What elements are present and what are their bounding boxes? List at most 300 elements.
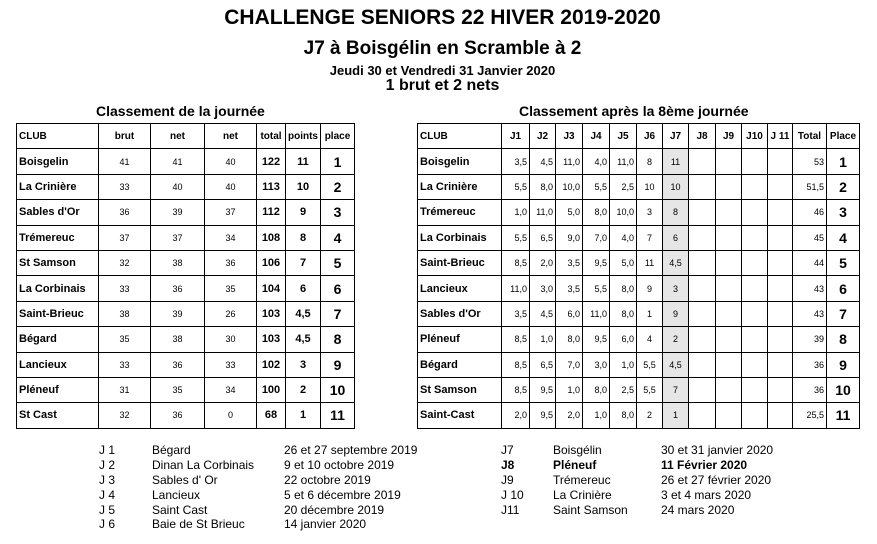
round-label: J 10 [501, 487, 524, 502]
round-score-cell: 7,0 [556, 352, 583, 377]
round-score-cell: 8 [637, 149, 663, 174]
round-score-cell [716, 250, 742, 275]
round-score-cell [742, 377, 768, 402]
round-date: 3 et 4 mars 2020 [661, 487, 752, 502]
table-row [418, 327, 860, 352]
round-score-cell [716, 149, 742, 174]
score-cell: 32 [99, 250, 151, 275]
round-score-cell [716, 352, 742, 377]
round-score-cell: 9,5 [530, 377, 556, 402]
round-score-cell [742, 327, 768, 352]
total-cell: 36 [793, 352, 827, 377]
round-score-cell [716, 225, 742, 250]
round-score-cell: 4,5 [663, 250, 689, 275]
round-score-cell: 1,0 [610, 352, 637, 377]
score-cell: 30 [205, 327, 257, 352]
table-row [418, 250, 860, 275]
score-cell: 36 [151, 403, 205, 428]
score-cell: 4,5 [286, 301, 321, 326]
score-cell: 8 [286, 225, 321, 250]
round-date: 5 et 6 décembre 2019 [284, 487, 401, 502]
table-row [17, 250, 355, 275]
round-date: 30 et 31 janvier 2020 [661, 443, 774, 457]
club-name: Saint-Brieuc [17, 301, 99, 326]
round-score-cell: 5,5 [637, 352, 663, 377]
club-name: St Samson [418, 377, 502, 402]
score-cell: 37 [151, 225, 205, 250]
round-score-cell [742, 174, 768, 199]
club-name: Bégard [17, 327, 99, 352]
round-score-cell [716, 174, 742, 199]
round-score-cell: 3,5 [502, 301, 530, 326]
round-score-cell: 4,5 [530, 301, 556, 326]
score-cell: 112 [257, 200, 286, 225]
score-cell: 122 [257, 149, 286, 174]
place-cell: 3 [827, 200, 860, 225]
overall-ranking-caption: Classement après la 8ème journée [519, 103, 749, 119]
round-score-cell: 11,0 [556, 149, 583, 174]
column-header: J6 [637, 124, 663, 149]
round-score-cell: 2,0 [556, 403, 583, 428]
score-cell: 38 [151, 250, 205, 275]
total-cell: 45 [793, 225, 827, 250]
event-dates: Jeudi 30 et Vendredi 31 Janvier 2020 [329, 63, 556, 78]
round-score-cell: 8,0 [610, 301, 637, 326]
table-row [418, 174, 860, 199]
round-label: J8 [501, 457, 515, 472]
round-score-cell: 9,5 [583, 250, 610, 275]
score-cell: 68 [257, 403, 286, 428]
round-score-cell: 3,0 [530, 276, 556, 301]
club-name: Trémereuc [17, 225, 99, 250]
score-cell: 34 [205, 377, 257, 402]
round-score-cell: 4,5 [530, 149, 556, 174]
day-ranking-table [16, 123, 355, 429]
score-cell: 33 [99, 352, 151, 377]
round-score-cell [768, 403, 793, 428]
round-score-cell: 9,0 [556, 225, 583, 250]
round-score-cell: 5,0 [610, 250, 637, 275]
column-header: J2 [530, 124, 556, 149]
round-label: J 2 [99, 457, 116, 472]
round-score-cell: 6 [663, 225, 689, 250]
round-score-cell: 5,5 [583, 174, 610, 199]
column-header: Total [793, 124, 827, 149]
table-row [418, 225, 860, 250]
round-score-cell: 9 [663, 301, 689, 326]
club-name: Trémereuc [418, 200, 502, 225]
score-cell: 41 [99, 149, 151, 174]
total-cell: 36 [793, 377, 827, 402]
round-score-cell: 2,0 [502, 403, 530, 428]
table-row [418, 276, 860, 301]
round-score-cell: 5,5 [502, 225, 530, 250]
venue-name: Trémereuc [553, 472, 611, 487]
round-score-cell: 4,0 [610, 225, 637, 250]
round-score-cell: 5,5 [637, 377, 663, 402]
column-header: total [257, 124, 286, 149]
column-header: J5 [610, 124, 637, 149]
round-score-cell: 3,5 [502, 149, 530, 174]
table-row [17, 200, 355, 225]
page-title: CHALLENGE SENIORS 22 HIVER 2019-2020 [224, 6, 661, 29]
venue-name: Bégard [152, 443, 191, 457]
round-score-cell [689, 149, 716, 174]
score-cell: 113 [257, 174, 286, 199]
round-score-cell [742, 200, 768, 225]
round-score-cell [742, 250, 768, 275]
column-header: J7 [663, 124, 689, 149]
round-score-cell: 2,5 [610, 174, 637, 199]
club-name: Boisgelin [418, 149, 502, 174]
round-label: J 3 [99, 472, 116, 487]
score-cell: 7 [286, 250, 321, 275]
club-name: Pléneuf [418, 327, 502, 352]
round-score-cell [689, 225, 716, 250]
round-score-cell: 2,5 [610, 377, 637, 402]
round-score-cell [716, 403, 742, 428]
round-score-cell: 8,0 [556, 327, 583, 352]
round-score-cell: 11,0 [583, 301, 610, 326]
place-cell: 7 [321, 301, 355, 326]
column-header: J4 [583, 124, 610, 149]
round-score-cell [689, 327, 716, 352]
round-score-cell: 3 [663, 276, 689, 301]
place-cell: 11 [321, 403, 355, 428]
table-row [17, 301, 355, 326]
round-score-cell [716, 327, 742, 352]
round-score-cell [768, 149, 793, 174]
score-cell: 33 [99, 174, 151, 199]
round-date: 9 et 10 octobre 2019 [284, 457, 395, 472]
column-header: J3 [556, 124, 583, 149]
round-score-cell: 11,0 [610, 149, 637, 174]
round-date: 11 Février 2020 [661, 457, 748, 472]
place-cell: 5 [321, 250, 355, 275]
round-label: J11 [501, 502, 520, 517]
place-cell: 10 [827, 377, 860, 402]
event-format: 1 brut et 2 nets [385, 77, 500, 94]
score-cell: 36 [99, 200, 151, 225]
score-cell: 40 [151, 174, 205, 199]
table-row [17, 276, 355, 301]
venue-name: Sables d' Or [152, 472, 218, 487]
score-cell: 100 [257, 377, 286, 402]
round-score-cell: 2,0 [530, 250, 556, 275]
column-header: points [286, 124, 321, 149]
score-cell: 31 [99, 377, 151, 402]
round-score-cell: 11 [663, 149, 689, 174]
venue-name: Pléneuf [553, 457, 597, 472]
table-row [17, 149, 355, 174]
table-row [418, 377, 860, 402]
venue-name: Dinan La Corbinais [152, 457, 255, 472]
round-date: 26 et 27 février 2020 [661, 472, 772, 487]
round-score-cell: 3,0 [583, 352, 610, 377]
place-cell: 11 [827, 403, 860, 428]
club-name: St Samson [17, 250, 99, 275]
round-date: 24 mars 2020 [661, 502, 735, 517]
round-date: 26 et 27 septembre 2019 [284, 443, 418, 457]
club-name: La Corbinais [418, 225, 502, 250]
score-cell: 33 [99, 276, 151, 301]
round-score-cell [716, 276, 742, 301]
score-cell: 36 [151, 352, 205, 377]
round-score-cell: 8,0 [530, 174, 556, 199]
table-header-row [17, 124, 355, 149]
round-score-cell [742, 301, 768, 326]
round-score-cell: 3,5 [556, 276, 583, 301]
score-cell: 3 [286, 352, 321, 377]
column-header: J1 [502, 124, 530, 149]
round-label: J 4 [99, 487, 116, 502]
column-header: brut [99, 124, 151, 149]
place-cell: 2 [827, 174, 860, 199]
place-cell: 1 [321, 149, 355, 174]
score-cell: 9 [286, 200, 321, 225]
venue-name: Baie de St Brieuc [152, 517, 245, 532]
round-date: 22 octobre 2019 [284, 472, 371, 487]
place-cell: 10 [321, 377, 355, 402]
total-cell: 46 [793, 200, 827, 225]
venue-name: Saint Samson [553, 502, 628, 517]
score-cell: 4,5 [286, 327, 321, 352]
round-label: J7 [501, 443, 514, 457]
total-cell: 53 [793, 149, 827, 174]
table-row [17, 327, 355, 352]
score-cell: 102 [257, 352, 286, 377]
round-score-cell: 8,0 [583, 377, 610, 402]
round-score-cell: 1 [637, 301, 663, 326]
round-score-cell [768, 301, 793, 326]
column-header: J10 [742, 124, 768, 149]
round-score-cell: 3,5 [556, 250, 583, 275]
round-label: J9 [501, 472, 514, 487]
round-score-cell: 6,5 [530, 352, 556, 377]
round-score-cell [689, 377, 716, 402]
place-cell: 9 [321, 352, 355, 377]
round-score-cell [742, 352, 768, 377]
score-cell: 39 [151, 200, 205, 225]
club-name: La Crinière [17, 174, 99, 199]
day-ranking-caption: Classement de la journée [96, 103, 265, 119]
round-score-cell: 1 [663, 403, 689, 428]
round-score-cell: 8,5 [502, 250, 530, 275]
table-row [418, 149, 860, 174]
venue-name: Lancieux [152, 487, 201, 502]
round-score-cell: 7,0 [583, 225, 610, 250]
club-name: Saint-Brieuc [418, 250, 502, 275]
column-header: CLUB [17, 124, 99, 149]
round-score-cell [689, 301, 716, 326]
score-cell: 36 [151, 276, 205, 301]
round-score-cell: 5,0 [556, 200, 583, 225]
club-name: Saint-Cast [418, 403, 502, 428]
total-cell: 44 [793, 250, 827, 275]
round-score-cell [716, 301, 742, 326]
table-row [418, 352, 860, 377]
total-cell: 43 [793, 276, 827, 301]
round-date: 14 janvier 2020 [284, 517, 367, 532]
club-name: Bégard [418, 352, 502, 377]
place-cell: 8 [321, 327, 355, 352]
score-cell: 34 [205, 225, 257, 250]
score-cell: 40 [205, 149, 257, 174]
round-score-cell: 10,0 [610, 200, 637, 225]
score-cell: 11 [286, 149, 321, 174]
round-label: J 1 [99, 443, 116, 457]
round-score-cell: 11,0 [502, 276, 530, 301]
table-row [418, 403, 860, 428]
club-name: La Corbinais [17, 276, 99, 301]
round-score-cell: 3 [637, 200, 663, 225]
club-name: La Crinière [418, 174, 502, 199]
score-cell: 37 [99, 225, 151, 250]
round-score-cell [768, 276, 793, 301]
column-header: J 11 [768, 124, 793, 149]
club-name: Lancieux [17, 352, 99, 377]
round-score-cell [742, 149, 768, 174]
round-score-cell: 5,5 [583, 276, 610, 301]
score-cell: 35 [151, 377, 205, 402]
score-cell: 35 [205, 276, 257, 301]
club-name: St Cast [17, 403, 99, 428]
round-score-cell [689, 403, 716, 428]
round-date: 20 décembre 2019 [284, 502, 385, 517]
round-score-cell: 2 [637, 403, 663, 428]
score-cell: 26 [205, 301, 257, 326]
score-cell: 37 [205, 200, 257, 225]
round-score-cell: 10 [663, 174, 689, 199]
club-name: Lancieux [418, 276, 502, 301]
score-cell: 33 [205, 352, 257, 377]
round-score-cell: 9,5 [583, 327, 610, 352]
club-name: Sables d'Or [418, 301, 502, 326]
round-score-cell [689, 250, 716, 275]
venue-name: Saint Cast [152, 502, 208, 517]
column-header: CLUB [418, 124, 502, 149]
place-cell: 1 [827, 149, 860, 174]
score-cell: 32 [99, 403, 151, 428]
round-score-cell: 6,5 [530, 225, 556, 250]
round-score-cell [768, 327, 793, 352]
round-score-cell: 1,0 [502, 200, 530, 225]
place-cell: 6 [321, 276, 355, 301]
score-cell: 40 [205, 174, 257, 199]
place-cell: 4 [321, 225, 355, 250]
round-score-cell: 8,5 [502, 352, 530, 377]
round-score-cell [742, 225, 768, 250]
score-cell: 38 [99, 301, 151, 326]
score-cell: 0 [205, 403, 257, 428]
round-score-cell: 8,5 [502, 327, 530, 352]
round-score-cell [768, 174, 793, 199]
score-cell: 103 [257, 327, 286, 352]
table-header-row [418, 124, 860, 149]
place-cell: 8 [827, 327, 860, 352]
event-subtitle: J7 à Boisgélin en Scramble à 2 [303, 38, 582, 59]
total-cell: 43 [793, 301, 827, 326]
round-score-cell [689, 200, 716, 225]
round-label: J 6 [99, 517, 116, 532]
round-score-cell [742, 403, 768, 428]
round-score-cell [689, 276, 716, 301]
round-score-cell: 8 [663, 200, 689, 225]
round-score-cell: 2 [663, 327, 689, 352]
round-score-cell [768, 377, 793, 402]
round-score-cell [768, 225, 793, 250]
round-score-cell [768, 250, 793, 275]
column-header: net [151, 124, 205, 149]
round-score-cell: 6,0 [556, 301, 583, 326]
table-row [17, 377, 355, 402]
score-cell: 103 [257, 301, 286, 326]
round-score-cell: 11,0 [530, 200, 556, 225]
round-score-cell: 4,5 [663, 352, 689, 377]
column-header: J9 [716, 124, 742, 149]
place-cell: 4 [827, 225, 860, 250]
round-score-cell: 1,0 [556, 377, 583, 402]
round-score-cell: 8,0 [583, 200, 610, 225]
round-score-cell [768, 352, 793, 377]
round-score-cell [742, 276, 768, 301]
table-row [17, 225, 355, 250]
score-cell: 39 [151, 301, 205, 326]
round-score-cell: 8,5 [502, 377, 530, 402]
column-header: net [205, 124, 257, 149]
place-cell: 9 [827, 352, 860, 377]
table-row [418, 301, 860, 326]
round-score-cell [716, 377, 742, 402]
place-cell: 7 [827, 301, 860, 326]
round-score-cell: 8,0 [610, 403, 637, 428]
table-row [17, 403, 355, 428]
score-cell: 38 [151, 327, 205, 352]
round-score-cell: 1,0 [530, 327, 556, 352]
score-cell: 108 [257, 225, 286, 250]
venue-name: Boisgélin [553, 443, 602, 457]
total-cell: 51,5 [793, 174, 827, 199]
round-score-cell [689, 352, 716, 377]
score-cell: 104 [257, 276, 286, 301]
column-header: Place [827, 124, 860, 149]
score-cell: 1 [286, 403, 321, 428]
score-cell: 35 [99, 327, 151, 352]
score-cell: 36 [205, 250, 257, 275]
round-score-cell: 7 [663, 377, 689, 402]
round-score-cell [716, 200, 742, 225]
score-cell: 2 [286, 377, 321, 402]
venue-name: La Crinière [553, 487, 612, 502]
round-score-cell: 4,0 [583, 149, 610, 174]
round-score-cell: 9 [637, 276, 663, 301]
club-name: Sables d'Or [17, 200, 99, 225]
round-score-cell [768, 200, 793, 225]
round-score-cell: 4 [637, 327, 663, 352]
round-score-cell: 10 [637, 174, 663, 199]
score-cell: 106 [257, 250, 286, 275]
place-cell: 5 [827, 250, 860, 275]
round-score-cell: 9,5 [530, 403, 556, 428]
score-cell: 41 [151, 149, 205, 174]
round-score-cell: 7 [637, 225, 663, 250]
round-score-cell: 10,0 [556, 174, 583, 199]
table-row [17, 352, 355, 377]
table-row [418, 200, 860, 225]
total-cell: 25,5 [793, 403, 827, 428]
column-header: J8 [689, 124, 716, 149]
place-cell: 6 [827, 276, 860, 301]
